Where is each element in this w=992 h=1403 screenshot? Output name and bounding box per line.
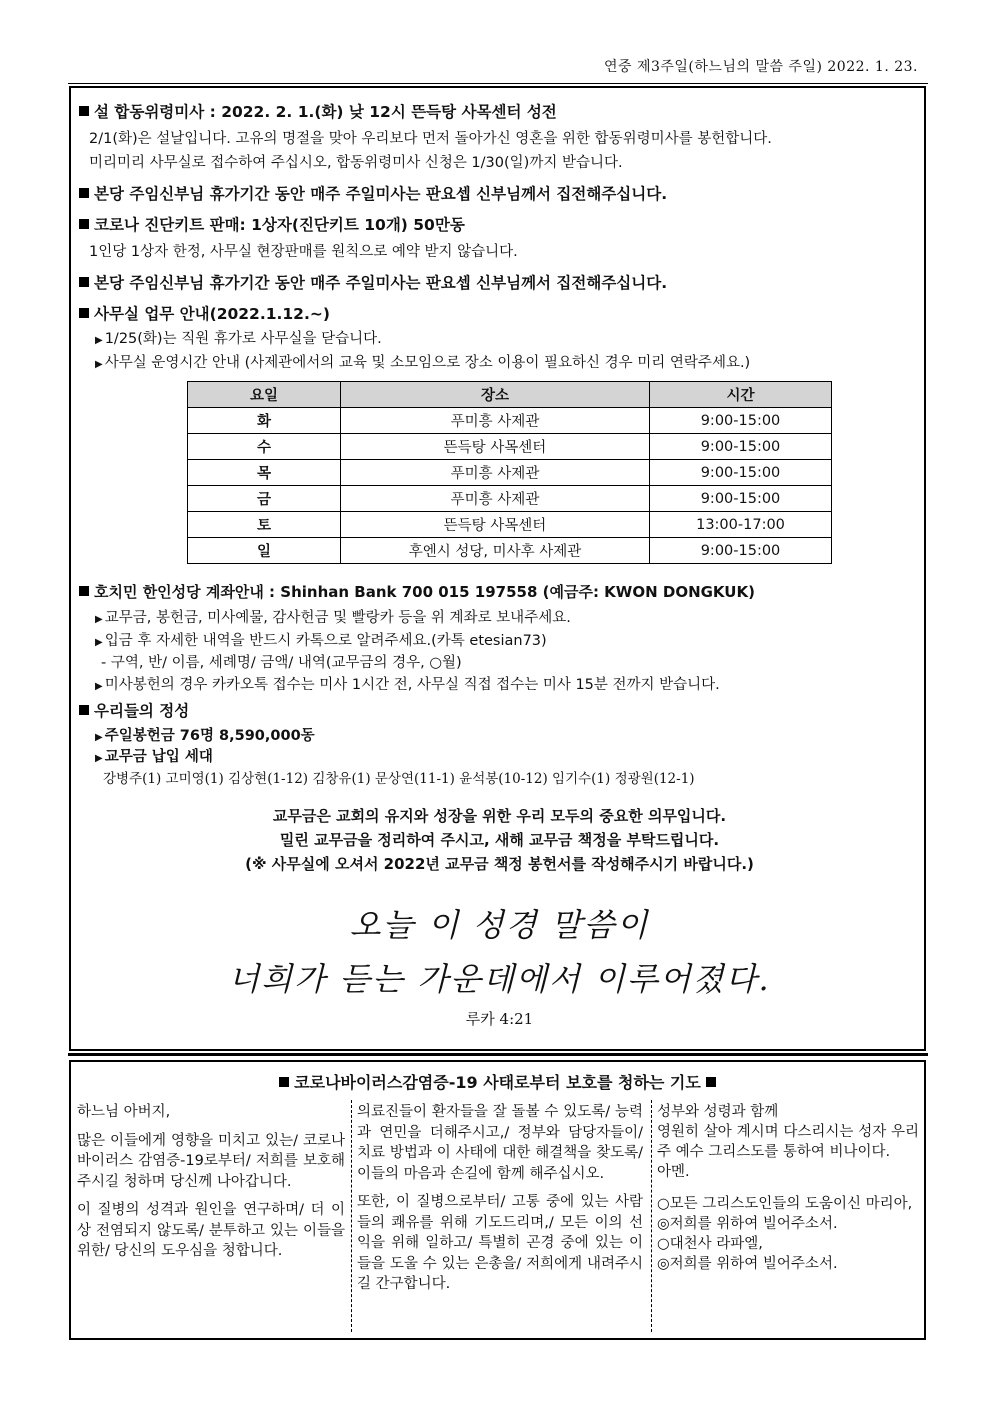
col-header-time: 시간 — [650, 382, 832, 408]
prayer-paragraph: 또한, 이 질병으로부터/ 고통 중에 있는 사람들의 쾌유를 위해 기도드리며,/ 모든 이의 선익을 위해 일하고/ 특별히 곤경 중에 있는 이들을 도울 수 있는 은총을/ 저희에게 내려주시길 간구합니다. — [357, 1194, 643, 1292]
notice-line-1: 교무금은 교회의 유지와 성장을 위한 우리 모두의 중요한 의무입니다. — [272, 807, 727, 825]
triangle-right-icon: ▶ — [95, 681, 103, 692]
table-row — [188, 408, 832, 434]
square-bullet-icon — [279, 1077, 289, 1087]
prayer-paragraph: 의료진들이 환자들을 잘 돌볼 수 있도록/ 능력과 연민을 더해주시고,/ 정부와 담당자들이/ 치료 방법과 이 사태에 대한 해결책을 찾도록/ 이들의 마음과 손길에 함께 해주십시오. — [357, 1104, 643, 1182]
triangle-right-icon: ▶ — [95, 637, 103, 648]
square-bullet-icon — [79, 106, 89, 116]
verse-line-1: 오늘 이 성경 말씀이 — [349, 906, 650, 944]
column-divider — [651, 1100, 652, 1332]
prayer-paragraph: 많은 이들에게 영향을 미치고 있는/ 코로나 바이러스 감염증-19로부터/ 저희를 보호해주시길 청하며 당신께 나아갑니다. — [77, 1132, 345, 1190]
triangle-right-icon: ▶ — [95, 359, 103, 370]
prayer-paragraph: 이 질병의 성격과 원인을 연구하며/ 더 이상 전염되지 않도록/ 분투하고 있는 이들을 위한/ 당신의 도우심을 청합니다. — [77, 1202, 345, 1259]
cell-time: 9:00-15:00 — [650, 434, 832, 460]
prayer-column-3 — [657, 1102, 919, 1332]
table-row — [188, 434, 832, 460]
office-bullet-2: ▶ 사무실 운영시간 안내 (사제관에서의 교육 및 소모임으로 장소 이용이 필요하신 경우 미리 연락주세요.) — [95, 355, 751, 371]
offering-bullet-1: ▶ 주일봉헌금 76명 8,590,000동 — [95, 728, 315, 744]
office-schedule-table — [187, 381, 832, 564]
prayer-column-2 — [357, 1102, 643, 1332]
cell-place: 푸미흥 사제관 — [341, 408, 650, 434]
section-separator — [68, 1053, 928, 1056]
square-bullet-icon — [79, 219, 89, 229]
cell-time: 9:00-15:00 — [650, 538, 832, 564]
offering-names: 강병주(1) 고미영(1) 김상현(1-12) 김창유(1) 문상연(11-1) 윤석봉(10-12) 임기수(1) 정광원(12-1) — [103, 771, 695, 787]
prayer-line: 아멘. — [657, 1164, 690, 1180]
prayer-line: 영원히 살아 계시며 다스리시는 성자 우리 주 예수 그리스도를 통하여 비나이다. — [657, 1124, 919, 1160]
triangle-right-icon: ▶ — [95, 335, 103, 346]
section-offerings: 우리들의 정성 — [79, 699, 189, 721]
prayer-column-1 — [77, 1102, 345, 1332]
office-bullet-1: ▶ 1/25(화)는 직원 휴가로 사무실을 닫습니다. — [95, 331, 382, 347]
header-rule — [68, 83, 928, 84]
section-test-kit: 코로나 진단키트 판매: 1상자(진단키트 10개) 50만동 — [79, 213, 465, 235]
triangle-right-icon: ▶ — [95, 753, 103, 764]
prayer-line: ◎저희를 위하여 빌어주소서. — [657, 1216, 838, 1232]
bank-bullet-1: ▶ 교무금, 봉헌금, 미사예물, 감사헌금 및 빨랑카 등을 위 계좌로 보내주세요. — [95, 610, 571, 626]
table-row — [188, 538, 832, 564]
announcements-box — [69, 86, 926, 1051]
cell-place: 뜬득탕 사목센터 — [341, 512, 650, 538]
verse-citation: 루카 4:21 — [465, 1010, 534, 1028]
notice-line-2: 밀린 교무금을 정리하여 주시고, 새해 교무금 책정을 부탁드립니다. — [279, 831, 720, 849]
prayer-line: ◎저희를 위하여 빌어주소서. — [657, 1256, 838, 1272]
cell-place: 뜬득탕 사목센터 — [341, 434, 650, 460]
col-header-day: 요일 — [188, 382, 341, 408]
section-sunday-mass: 본당 주임신부님 휴가기간 동안 매주 주일미사는 판요셉 신부님께서 집전해주십니다. — [79, 182, 667, 204]
table-row — [188, 486, 832, 512]
square-bullet-icon — [79, 308, 89, 318]
bank-bullet-4: ▶ 미사봉헌의 경우 카카오톡 접수는 미사 1시간 전, 사무실 직접 접수는 미사 15분 전까지 받습니다. — [95, 677, 720, 693]
cell-place: 후엔시 성당, 미사후 사제관 — [341, 538, 650, 564]
column-divider — [351, 1100, 352, 1332]
memorial-line-2: 미리미리 사무실로 접수하여 주십시오, 합동위령미사 신청은 1/30(일)까지 받습니다. — [89, 155, 623, 171]
col-header-place: 장소 — [341, 382, 650, 408]
test-kit-line: 1인당 1상자 한정, 사무실 현장판매를 원칙으로 예약 받지 않습니다. — [89, 244, 518, 260]
section-office-info: 사무실 업무 안내(2022.1.12.~) — [79, 302, 330, 324]
cell-day: 토 — [188, 512, 341, 538]
cell-time: 13:00-17:00 — [650, 512, 832, 538]
cell-day: 일 — [188, 538, 341, 564]
cell-day: 수 — [188, 434, 341, 460]
table-row — [188, 512, 832, 538]
memorial-line-1: 2/1(화)은 설날입니다. 고유의 명절을 맞아 우리보다 먼저 돌아가신 영혼을 위한 합동위령미사를 봉헌합니다. — [89, 131, 772, 147]
square-bullet-icon — [79, 705, 89, 715]
cell-place: 푸미흥 사제관 — [341, 486, 650, 512]
square-bullet-icon — [706, 1077, 716, 1087]
bank-bullet-2: ▶ 입금 후 자세한 내역을 반드시 카톡으로 알려주세요.(카톡 etesian73) — [95, 633, 547, 649]
cell-place: 푸미흥 사제관 — [341, 460, 650, 486]
cell-time: 9:00-15:00 — [650, 408, 832, 434]
square-bullet-icon — [79, 188, 89, 198]
offering-bullet-2: ▶ 교무금 납입 세대 — [95, 749, 213, 765]
section-memorial-mass: 설 합동위령미사 : 2022. 2. 1.(화) 낮 12시 뜬득탕 사목센터 성전 — [79, 100, 557, 122]
prayer-box — [69, 1060, 926, 1340]
triangle-right-icon: ▶ — [95, 614, 103, 625]
section-sunday-mass-repeat: 본당 주임신부님 휴가기간 동안 매주 주일미사는 판요셉 신부님께서 집전해주십니다. — [79, 271, 667, 293]
prayer-line: 성부와 성령과 함께 — [657, 1104, 779, 1120]
cell-day: 금 — [188, 486, 341, 512]
prayer-paragraph: 하느님 아버지, — [77, 1104, 171, 1120]
square-bullet-icon — [79, 586, 89, 596]
prayer-line: ○대천사 라파엘, — [657, 1236, 763, 1252]
cell-day: 목 — [188, 460, 341, 486]
bank-format-line: - 구역, 반/ 이름, 세례명/ 금액/ 내역(교무금의 경우, ○월) — [101, 655, 462, 671]
section-bank-account: 호치민 한인성당 계좌안내 : Shinhan Bank 700 015 197558 (예금주: KWON DONGKUK) — [79, 581, 755, 602]
prayer-title: 코로나바이러스감염증-19 사태로부터 보호를 청하는 기도 — [71, 1070, 924, 1093]
date-header: 연중 제3주일(하느님의 말씀 주일) 2022. 1. 23. — [603, 59, 918, 75]
notice-line-3: (※ 사무실에 오셔서 2022년 교무금 책정 봉헌서를 작성해주시기 바랍니다.) — [245, 855, 754, 873]
cell-time: 9:00-15:00 — [650, 486, 832, 512]
triangle-right-icon: ▶ — [95, 732, 103, 743]
table-row — [188, 460, 832, 486]
cell-time: 9:00-15:00 — [650, 460, 832, 486]
verse-line-2: 너희가 듣는 가운데에서 이루어졌다. — [228, 960, 771, 998]
prayer-line: ○모든 그리스도인들의 도움이신 마리아, — [657, 1196, 913, 1212]
table-header-row — [188, 382, 832, 408]
square-bullet-icon — [79, 277, 89, 287]
cell-day: 화 — [188, 408, 341, 434]
